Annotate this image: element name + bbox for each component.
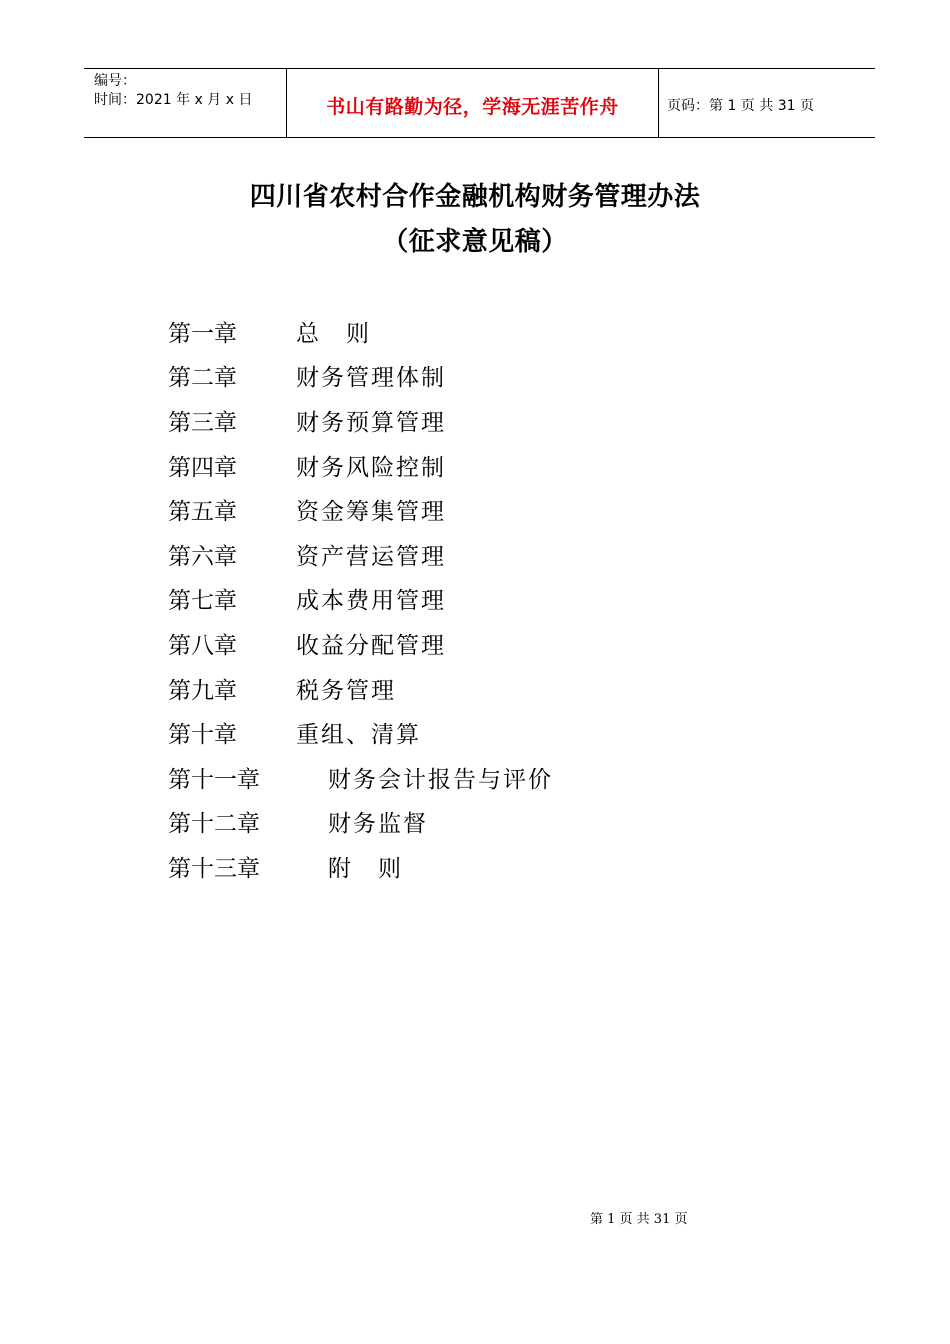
toc-item	[168, 532, 553, 577]
toc-item	[168, 666, 553, 711]
toc-item	[168, 487, 553, 532]
motto-text: 书山有路勤为径，学海无涯苦作舟	[326, 95, 619, 118]
chapter-title: 财务会计报告与评价	[328, 766, 553, 793]
toc-item	[168, 800, 553, 845]
chapter-title: 总 则	[296, 320, 371, 347]
chapter-title: 资金筹集管理	[296, 499, 446, 526]
document-header	[84, 68, 875, 138]
chapter-title: 重组、清算	[296, 722, 421, 749]
document-subtitle: （征求意见稿）	[382, 227, 568, 257]
chapter-number: 第一章	[168, 320, 237, 347]
toc-item	[168, 621, 553, 666]
chapter-title: 财务预算管理	[296, 409, 446, 436]
toc-item	[168, 577, 553, 622]
header-meta-cell	[84, 69, 286, 137]
toc-item	[168, 354, 553, 399]
chapter-title: 资产营运管理	[296, 543, 446, 570]
chapter-title: 附 则	[328, 855, 403, 882]
chapter-number: 第十三章	[168, 855, 260, 882]
chapter-number: 第五章	[168, 499, 237, 526]
toc-item	[168, 398, 553, 443]
doc-number-label: 编号：	[94, 73, 136, 89]
chapter-title: 财务风险控制	[296, 454, 446, 481]
header-motto-cell	[286, 69, 659, 137]
chapter-number: 第三章	[168, 409, 237, 436]
chapter-number: 第十一章	[168, 766, 260, 793]
page-footer: 第 1 页 共 31 页	[590, 1212, 688, 1227]
chapter-title: 税务管理	[296, 677, 396, 704]
document-title: 四川省农村合作金融机构财务管理办法	[249, 182, 701, 212]
toc-item	[168, 710, 553, 755]
toc-item	[168, 443, 553, 488]
chapter-number: 第二章	[168, 365, 237, 392]
chapter-title: 财务监督	[328, 811, 428, 838]
chapter-number: 第十章	[168, 722, 237, 749]
chapter-number: 第七章	[168, 588, 237, 615]
table-of-contents	[168, 309, 553, 889]
chapter-number: 第六章	[168, 543, 237, 570]
chapter-title: 收益分配管理	[296, 632, 446, 659]
chapter-title: 成本费用管理	[296, 588, 446, 615]
toc-item	[168, 755, 553, 800]
chapter-number: 第九章	[168, 677, 237, 704]
chapter-number: 第四章	[168, 454, 237, 481]
chapter-title: 财务管理体制	[296, 365, 446, 392]
doc-date-label: 时间：2021 年 x 月 x 日	[94, 92, 253, 108]
toc-item	[168, 309, 553, 354]
header-page-cell	[659, 69, 875, 137]
header-page-info: 页码：第 1 页 共 31 页	[667, 98, 814, 114]
chapter-number: 第八章	[168, 632, 237, 659]
chapter-number: 第十二章	[168, 811, 260, 838]
toc-item	[168, 844, 553, 889]
